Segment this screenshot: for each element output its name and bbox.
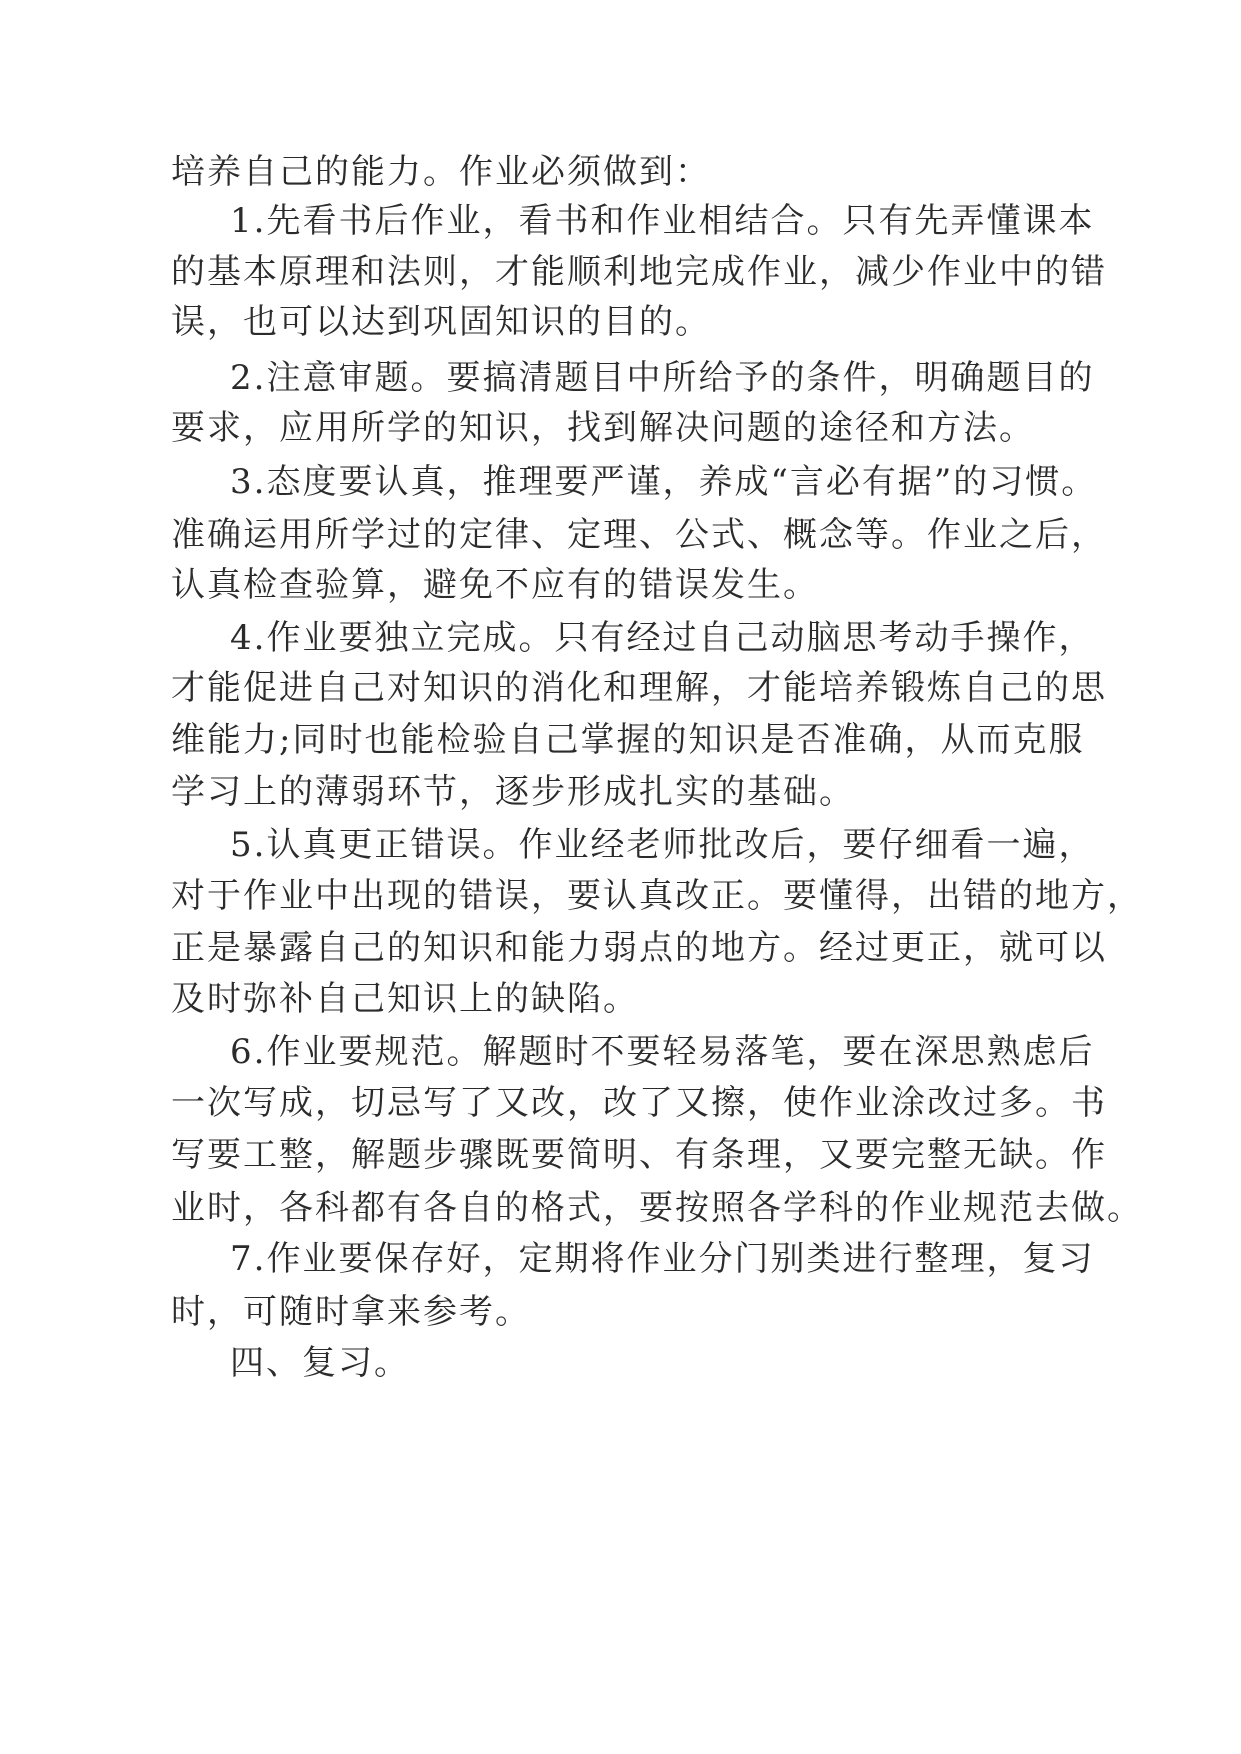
text-line: 6.作业要规范。解题时不要轻易落笔，要在深思熟虑后 xyxy=(230,1032,1095,1072)
text-line: 2.注意审题。要搞清题目中所给予的条件，明确题目的 xyxy=(230,358,1095,398)
text-line: 要求，应用所学的知识，找到解决问题的途径和方法。 xyxy=(171,408,1035,448)
text-line: 写要工整，解题步骤既要简明、有条理，又要完整无缺。作 xyxy=(171,1135,1107,1175)
text-line: 误，也可以达到巩固知识的目的。 xyxy=(171,302,711,342)
text-line: 正是暴露自己的知识和能力弱点的地方。经过更正，就可以 xyxy=(171,928,1107,968)
text-line: 4.作业要独立完成。只有经过自己动脑思考动手操作， xyxy=(230,618,1095,658)
text-line: 一次写成，切忌写了又改，改了又擦，使作业涂改过多。书 xyxy=(171,1083,1107,1123)
text-line: 培养自己的能力。作业必须做到： xyxy=(171,152,711,192)
text-line: 四、复习。 xyxy=(230,1343,410,1383)
text-line: 学习上的薄弱环节，逐步形成扎实的基础。 xyxy=(171,772,855,812)
text-line: 准确运用所学过的定律、定理、公式、概念等。作业之后， xyxy=(171,515,1107,555)
text-line: 认真检查验算，避免不应有的错误发生。 xyxy=(171,565,819,605)
text-line: 3.态度要认真，推理要严谨，养成“言必有据”的习惯。 xyxy=(230,462,1098,502)
text-line: 才能促进自己对知识的消化和理解，才能培养锻炼自己的思 xyxy=(171,668,1107,708)
text-line: 的基本原理和法则，才能顺利地完成作业，减少作业中的错 xyxy=(171,252,1107,292)
text-line: 时，可随时拿来参考。 xyxy=(171,1292,531,1332)
text-line: 7.作业要保存好，定期将作业分门别类进行整理，复习 xyxy=(230,1239,1095,1279)
text-line: 业时，各科都有各自的格式，要按照各学科的作业规范去做。 xyxy=(171,1188,1143,1228)
text-line: 5.认真更正错误。作业经老师批改后，要仔细看一遍， xyxy=(230,825,1095,865)
text-line: 对于作业中出现的错误，要认真改正。要懂得，出错的地方， xyxy=(171,876,1143,916)
text-line: 维能力;同时也能检验自己掌握的知识是否准确，从而克服 xyxy=(171,720,1085,760)
text-line: 及时弥补自己知识上的缺陷。 xyxy=(171,979,639,1019)
text-line: 1.先看书后作业，看书和作业相结合。只有先弄懂课本 xyxy=(230,201,1095,241)
